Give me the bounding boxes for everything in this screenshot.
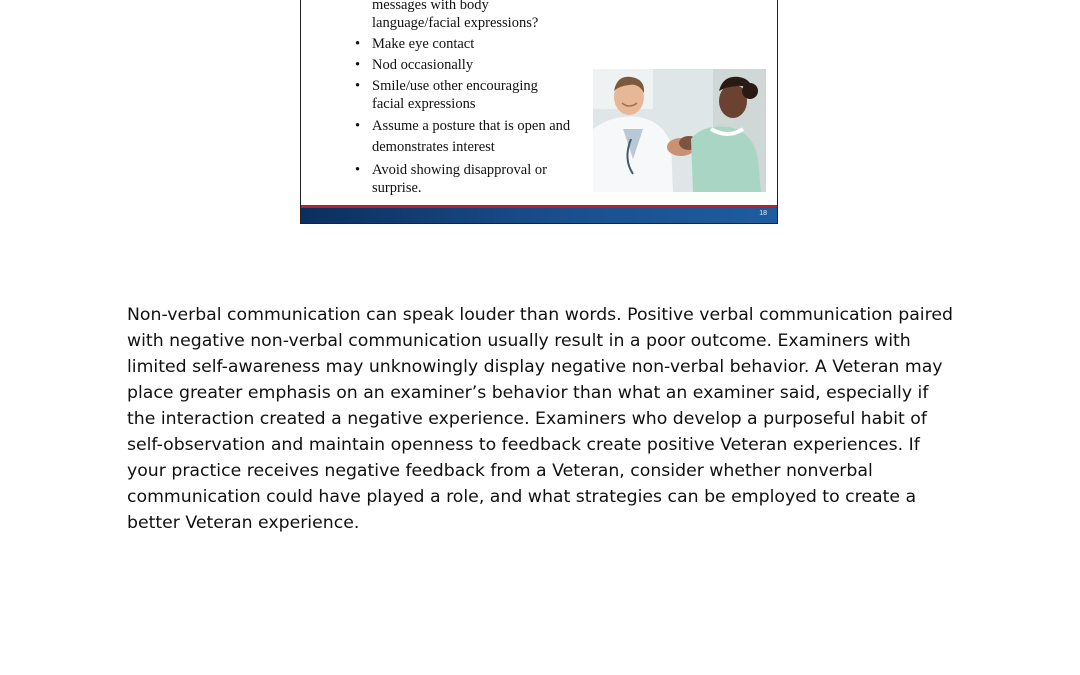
photo-illustration — [593, 69, 766, 192]
slide-page-number: 18 — [759, 210, 767, 217]
bullet-item — [355, 35, 605, 53]
bullet-item — [355, 77, 605, 113]
bullet-dot: • — [355, 36, 361, 52]
speaker-notes — [127, 302, 957, 536]
bullet-dot: • — [355, 57, 361, 73]
bullet-dot: • — [355, 162, 361, 178]
bullet-text: facial expressions — [372, 96, 476, 112]
bullet-item — [355, 161, 605, 197]
bullet-text: Smile/use other encouraging — [372, 78, 538, 94]
bullet-text: Nod occasionally — [372, 57, 474, 73]
slide-footer-blue-band — [301, 208, 777, 223]
bullet-list — [355, 0, 605, 197]
bullet-text: surprise. — [372, 180, 422, 196]
bullet-dot: • — [355, 78, 361, 94]
bullet-continuation — [355, 0, 605, 32]
bullet-continuation-line: messages with body — [372, 0, 489, 13]
bullet-item — [355, 116, 605, 158]
notes-paragraph: Non-verbal communication can speak louder than words. Positive verbal communication paired with negative non-verbal communication usually result in a poor outcome. Examiners with limited self-awareness may unknowingly display negative non-verbal behavior. A Veteran may place greater emphasis on an examiner’s behavior than what an examiner said, especially if the interaction created a negative experience. Examiners who develop a purposeful habit of self-observation and maintain openness to feedback create positive Veteran experiences. If your practice receives negative feedback from a Veteran, consider whether nonverbal communication could have played a role, and what strategies can be employed to create a better Veteran experience. — [127, 305, 953, 533]
bullet-text: Assume a posture that is open and — [372, 118, 571, 134]
bullet-continuation-line: language/facial expressions? — [372, 15, 539, 31]
bullet-text: Avoid showing disapproval or — [372, 162, 547, 178]
bullet-text: demonstrates interest — [372, 139, 495, 155]
bullet-item — [355, 56, 605, 74]
bullet-text: Make eye contact — [372, 36, 475, 52]
slide-thumbnail — [300, 0, 778, 224]
bullet-dot: • — [355, 118, 361, 134]
doctor-patient-photo — [593, 69, 766, 192]
